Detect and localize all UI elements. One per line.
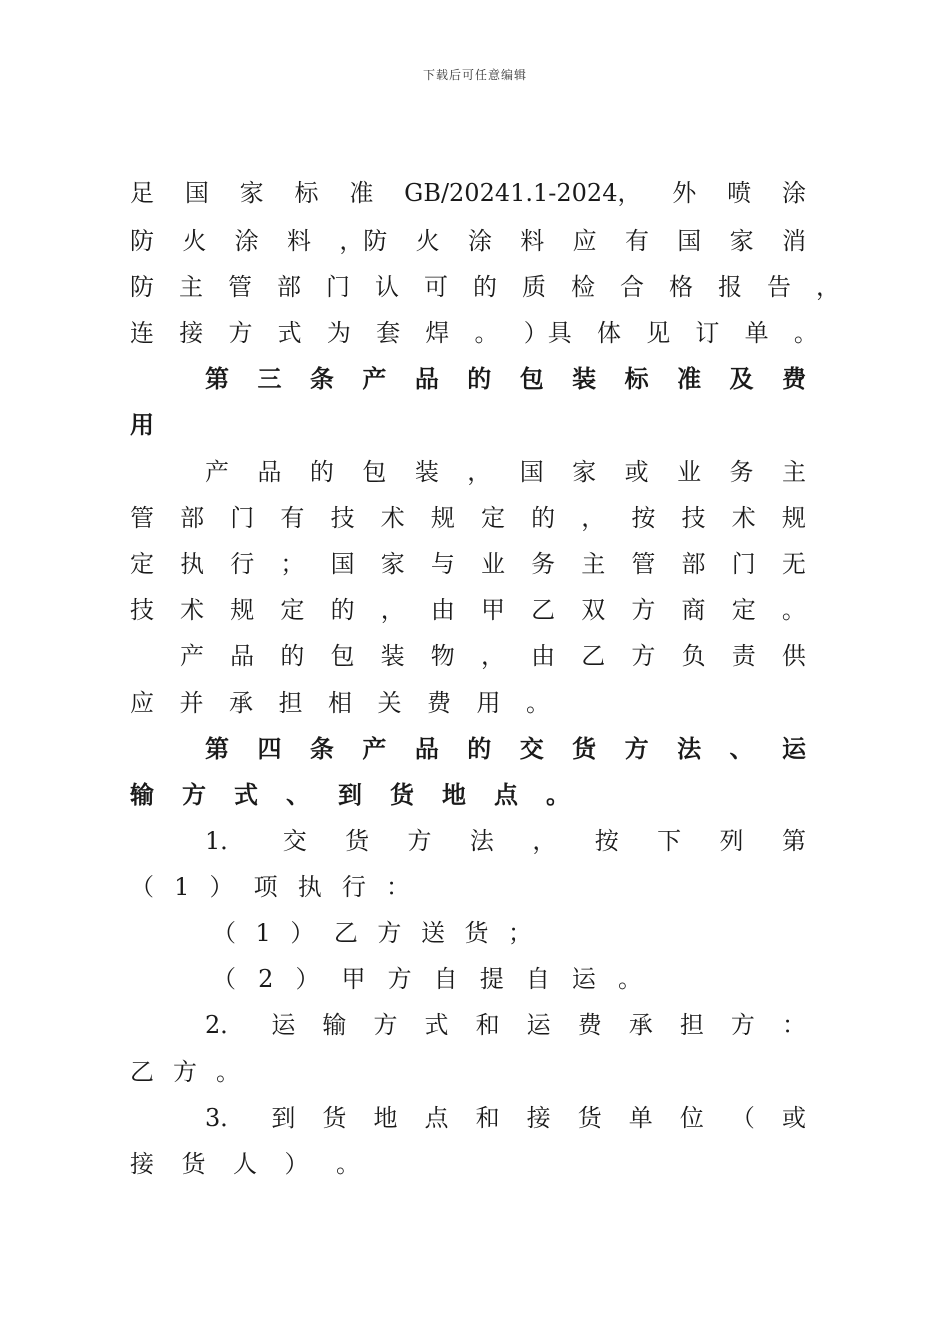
text-token: 式 — [424, 1011, 449, 1039]
text-line — [130, 176, 806, 210]
text-token: 或 — [624, 458, 649, 486]
text-line — [130, 1055, 240, 1089]
text-token: 品 — [414, 365, 439, 393]
text-token: 和 — [475, 1011, 500, 1039]
text-token: 合 — [620, 273, 644, 301]
text-token: 主 — [581, 550, 606, 578]
text-token: 外 — [672, 179, 697, 207]
text-token: 的 — [467, 365, 492, 393]
text-token: 包 — [330, 642, 355, 670]
text-token: 相 — [328, 689, 352, 717]
text-token: 技 — [130, 596, 154, 624]
text-token: 和 — [475, 1104, 500, 1132]
text-token: 按 — [631, 504, 656, 532]
text-token: 2． — [205, 1011, 245, 1039]
text-token: 到 — [271, 1104, 296, 1132]
text-token: 报 — [718, 273, 742, 301]
text-token: 承 — [628, 1011, 653, 1039]
text-token: 乙 — [333, 919, 358, 947]
text-token: 家 — [380, 550, 405, 578]
text-token: 见 — [646, 319, 671, 347]
text-line — [205, 362, 806, 396]
text-line — [130, 316, 818, 350]
text-token: 家 — [572, 458, 597, 486]
text-token: 用 — [476, 689, 501, 717]
text-token: 第 — [781, 827, 806, 855]
text-token: 。 — [617, 965, 642, 993]
text-token: 国 — [184, 179, 209, 207]
text-line — [180, 639, 806, 673]
text-token: 输 — [130, 781, 154, 809]
text-token: 主 — [781, 458, 806, 486]
text-token: 涂 — [234, 227, 259, 255]
text-token: 质 — [522, 273, 546, 301]
text-token: 品 — [230, 642, 255, 670]
text-token: 第 — [205, 365, 229, 393]
text-token: 四 — [257, 735, 282, 763]
text-token: 运 — [571, 965, 596, 993]
text-token: 料 — [286, 227, 311, 255]
text-token: 下 — [657, 827, 682, 855]
text-token: 务 — [729, 458, 754, 486]
text-token: 防 — [130, 227, 154, 255]
text-token: 业 — [480, 550, 505, 578]
text-token: 1 — [174, 873, 190, 901]
text-token: 商 — [681, 596, 706, 624]
text-token: 术 — [180, 596, 205, 624]
text-token: 涂 — [467, 227, 492, 255]
text-token: 行 — [230, 550, 255, 578]
text-token: 乙 — [581, 642, 606, 670]
text-token: 方 — [730, 1011, 755, 1039]
text-token: 。 — [216, 1058, 240, 1086]
text-token: 负 — [681, 642, 706, 670]
text-token: 管 — [130, 504, 154, 532]
text-line — [130, 224, 806, 258]
text-token: 。 — [781, 596, 806, 624]
text-token: 标 — [624, 365, 649, 393]
text-token: 术 — [731, 504, 756, 532]
text-token: 与 — [430, 550, 455, 578]
text-token: 费 — [427, 689, 451, 717]
text-token: 方 — [377, 919, 402, 947]
text-token: 1． — [205, 827, 245, 855]
text-token: 运 — [526, 1011, 551, 1039]
text-token: ， — [480, 642, 505, 670]
text-token: 自 — [525, 965, 550, 993]
text-token: 单 — [628, 1104, 653, 1132]
text-token: 用 — [130, 411, 154, 439]
text-token: 品 — [414, 735, 439, 763]
text-token: 责 — [731, 642, 756, 670]
text-token: 物 — [430, 642, 455, 670]
text-token: 连 — [130, 319, 154, 347]
text-token: 定 — [731, 596, 756, 624]
text-token: 定 — [480, 504, 505, 532]
text-token: ， — [816, 273, 840, 301]
text-token: 检 — [571, 273, 595, 301]
text-line — [130, 870, 410, 904]
text-token: 及 — [729, 365, 754, 393]
text-token: 式 — [234, 781, 258, 809]
text-token: 运 — [781, 735, 806, 763]
text-token: 货 — [577, 1104, 602, 1132]
text-token: 方 — [631, 642, 656, 670]
text-token: 定 — [280, 596, 305, 624]
text-token: 地 — [373, 1104, 398, 1132]
text-line — [205, 1101, 806, 1135]
text-token: 接 — [179, 319, 204, 347]
text-token: 国 — [519, 458, 544, 486]
text-token: 执 — [180, 550, 205, 578]
text-token: 、 — [286, 781, 310, 809]
text-line — [130, 408, 806, 442]
text-token: 提 — [479, 965, 504, 993]
text-token: 装 — [414, 458, 439, 486]
text-token: ） — [290, 919, 315, 947]
text-token: 涂 — [781, 179, 806, 207]
text-token: ，防 — [339, 227, 388, 255]
text-token: 方 — [228, 319, 253, 347]
text-token: 条 — [309, 735, 334, 763]
text-token: 三 — [257, 365, 282, 393]
text-token: 有 — [624, 227, 649, 255]
text-token: 。 — [526, 689, 550, 717]
text-token: ： — [781, 1011, 806, 1039]
text-token: 到 — [338, 781, 362, 809]
text-token: 家 — [239, 179, 264, 207]
text-token: 点 — [494, 781, 518, 809]
text-token: 准 — [349, 179, 374, 207]
text-token: 包 — [362, 458, 387, 486]
text-token: 防 — [130, 273, 154, 301]
text-token: 的 — [330, 596, 355, 624]
text-token: 货 — [390, 781, 414, 809]
text-token: 部 — [277, 273, 301, 301]
text-line — [130, 270, 840, 304]
text-token: 为 — [326, 319, 351, 347]
text-token: ： — [385, 873, 410, 901]
text-line — [205, 824, 806, 858]
text-token: 由 — [531, 642, 556, 670]
text-token: 产 — [180, 642, 204, 670]
text-token: 2 — [258, 965, 274, 993]
text-line — [130, 1147, 360, 1181]
text-token: 的 — [309, 458, 334, 486]
text-token: 方 — [182, 781, 206, 809]
text-token: 货 — [322, 1104, 347, 1132]
text-line — [130, 547, 806, 581]
text-token: 交 — [282, 827, 307, 855]
text-token: ） — [295, 965, 320, 993]
text-token: 管 — [631, 550, 656, 578]
text-token: 1 — [255, 919, 271, 947]
text-line — [205, 1008, 806, 1042]
text-token: 部 — [180, 504, 205, 532]
text-token: 、 — [729, 735, 754, 763]
text-token: ）具 — [523, 319, 572, 347]
text-token: 认 — [375, 273, 399, 301]
text-token: 。 — [793, 319, 818, 347]
text-token: 接 — [130, 1150, 154, 1178]
text-token: 货 — [181, 1150, 206, 1178]
text-token: 品 — [257, 458, 282, 486]
text-token: （ — [730, 1104, 755, 1132]
text-token: 订 — [695, 319, 720, 347]
text-token: 担 — [679, 1011, 704, 1039]
text-token: 输 — [322, 1011, 347, 1039]
text-token: 方 — [387, 965, 412, 993]
text-token: 应 — [130, 689, 154, 717]
text-token: 足 — [130, 179, 154, 207]
text-token: 式 — [277, 319, 302, 347]
text-token: 门 — [326, 273, 350, 301]
text-token: 有 — [280, 504, 305, 532]
text-token: 行 — [341, 873, 366, 901]
text-token: 位 — [679, 1104, 704, 1132]
text-token: 的 — [467, 735, 492, 763]
text-token: 格 — [669, 273, 693, 301]
text-token: 费 — [781, 365, 806, 393]
text-token: 业 — [677, 458, 702, 486]
text-token: 国 — [677, 227, 702, 255]
text-token: 方 — [373, 1011, 398, 1039]
text-token: 方 — [407, 827, 432, 855]
text-token: 技 — [330, 504, 355, 532]
text-token: 项 — [253, 873, 278, 901]
text-token: ； — [280, 550, 305, 578]
text-token: 务 — [531, 550, 556, 578]
text-token: 装 — [380, 642, 405, 670]
text-token: 执 — [297, 873, 322, 901]
text-token: 3． — [205, 1104, 245, 1132]
text-token: 门 — [230, 504, 255, 532]
text-token: 方 — [173, 1058, 197, 1086]
text-token: 或 — [781, 1104, 806, 1132]
text-token: （ — [212, 919, 236, 947]
text-token: 装 — [572, 365, 597, 393]
text-token: 第 — [205, 735, 229, 763]
text-token: 国 — [330, 550, 355, 578]
text-token: 方 — [631, 596, 656, 624]
text-token: 担 — [278, 689, 303, 717]
text-token: 火 — [415, 227, 440, 255]
text-token: 。 — [546, 781, 570, 809]
text-token: 标 — [294, 179, 319, 207]
text-token: 送 — [420, 919, 445, 947]
text-token: ， — [380, 596, 405, 624]
text-token: 。 — [474, 319, 499, 347]
text-token: 并 — [179, 689, 204, 717]
text-token: 货 — [464, 919, 489, 947]
text-token: 交 — [519, 735, 544, 763]
text-token: 地 — [442, 781, 466, 809]
text-token: 的 — [531, 504, 556, 532]
text-token: 规 — [230, 596, 255, 624]
text-token: 料 — [520, 227, 545, 255]
text-token: 供 — [781, 642, 806, 670]
text-token: 。 — [336, 1150, 360, 1178]
text-token: 无 — [781, 550, 806, 578]
text-token: 运 — [271, 1011, 296, 1039]
text-token: 的 — [473, 273, 497, 301]
text-token: 单 — [744, 319, 769, 347]
text-token: 包 — [519, 365, 544, 393]
text-token: 定 — [130, 550, 154, 578]
text-token: 体 — [596, 319, 621, 347]
text-token: （ — [130, 873, 154, 901]
text-token: （ — [212, 965, 236, 993]
page-header-note: 下载后可任意编辑 — [422, 68, 527, 82]
text-line — [205, 455, 806, 489]
text-token: ） — [209, 873, 234, 901]
text-token: 货 — [572, 735, 597, 763]
text-token: 费 — [577, 1011, 602, 1039]
text-token: 方 — [624, 735, 649, 763]
text-line — [130, 778, 570, 812]
text-token: 告 — [767, 273, 791, 301]
text-token: ， — [532, 827, 557, 855]
text-token: 火 — [182, 227, 207, 255]
text-token: 乙 — [531, 596, 556, 624]
text-token: 法 — [677, 735, 702, 763]
text-token: 规 — [781, 504, 806, 532]
text-token: 法 — [469, 827, 494, 855]
text-token: 甲 — [480, 596, 505, 624]
text-line — [212, 916, 532, 950]
text-token: 甲 — [341, 965, 366, 993]
text-token: 接 — [526, 1104, 551, 1132]
text-token: 列 — [719, 827, 744, 855]
text-token: 承 — [229, 689, 253, 717]
text-token: 主 — [179, 273, 203, 301]
text-token: 应 — [572, 227, 597, 255]
text-token: 消 — [781, 227, 806, 255]
text-token: 准 — [677, 365, 702, 393]
text-token: 产 — [362, 735, 387, 763]
text-token: 门 — [731, 550, 756, 578]
text-token: 自 — [433, 965, 458, 993]
text-token: 技 — [681, 504, 706, 532]
text-token: 双 — [581, 596, 606, 624]
text-token: 产 — [205, 458, 229, 486]
text-token: 规 — [430, 504, 455, 532]
text-token: 乙 — [130, 1058, 154, 1086]
text-token: 货 — [345, 827, 370, 855]
text-line — [130, 686, 550, 720]
text-token: 点 — [424, 1104, 449, 1132]
text-token: 关 — [377, 689, 402, 717]
text-line — [212, 962, 642, 996]
text-line — [130, 593, 806, 627]
text-token: 条 — [309, 365, 334, 393]
text-line — [205, 732, 806, 766]
text-token: 套 — [376, 319, 401, 347]
text-token: ， — [581, 504, 606, 532]
text-token: GB/20241.1-2024， — [404, 179, 642, 207]
text-token: 家 — [729, 227, 754, 255]
text-token: 管 — [228, 273, 252, 301]
text-token: ） — [284, 1150, 309, 1178]
text-token: ； — [508, 919, 532, 947]
text-token: 由 — [430, 596, 455, 624]
text-token: 产 — [362, 365, 387, 393]
text-token: 按 — [594, 827, 619, 855]
text-token: ， — [467, 458, 492, 486]
text-token: 部 — [681, 550, 706, 578]
text-token: 术 — [380, 504, 405, 532]
text-token: 喷 — [727, 179, 752, 207]
text-token: 焊 — [425, 319, 450, 347]
text-line — [130, 501, 806, 535]
text-token: 可 — [424, 273, 448, 301]
text-token: 人 — [233, 1150, 257, 1178]
text-token: 的 — [280, 642, 305, 670]
